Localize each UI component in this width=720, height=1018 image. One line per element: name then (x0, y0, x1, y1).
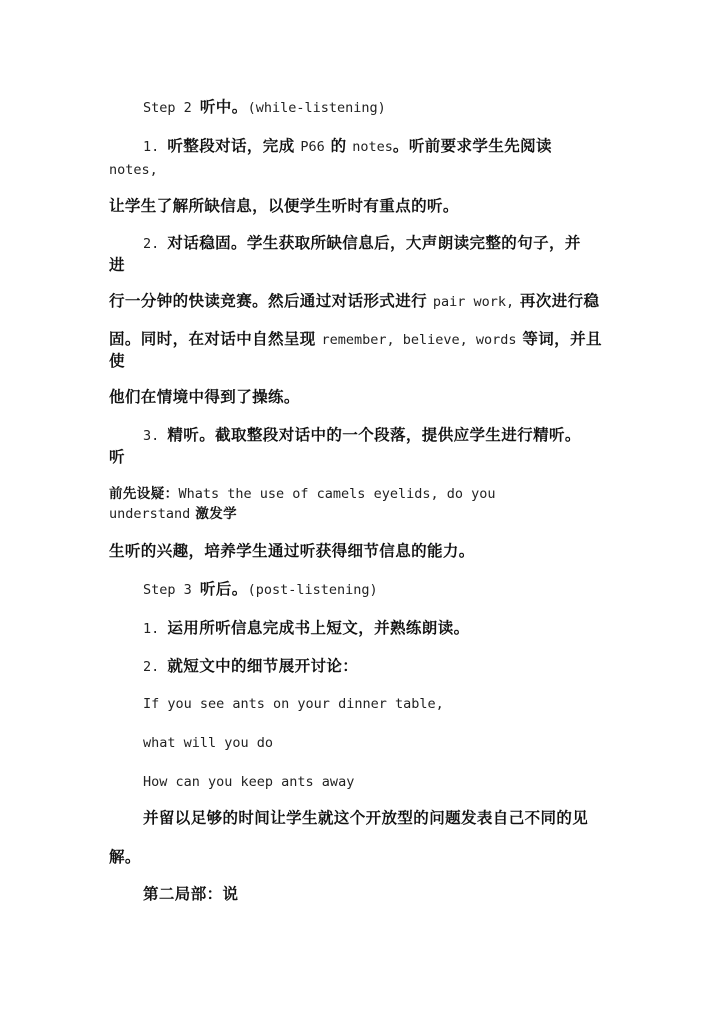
step-3-title: 听后。 (199, 579, 248, 598)
item-2-line-1 (143, 233, 581, 254)
text-run: 并留以足够的时间让学生就这个开放型的问题发表自己不同的见 (143, 808, 589, 827)
text-run: 就短文中的细节展开讨论： (167, 656, 359, 675)
step-2-heading (143, 97, 386, 118)
text-run: 让学生了解所缺信息，以便学生听时有重点的听。 (109, 196, 459, 215)
item-number: 1. (143, 621, 168, 637)
text-run: 听 (109, 447, 125, 466)
text-run: 听整段对话，完成 (167, 136, 301, 155)
text-run: 。听前要求学生先阅读 (392, 136, 552, 155)
text-run: 固。同时，在对话中自然呈现 (109, 329, 322, 348)
item-3-number: 3. (143, 428, 168, 444)
text-run: 等词，并且 (516, 329, 602, 348)
item-2-line-5 (109, 351, 125, 371)
text-run: remember, believe, words (321, 332, 517, 348)
text-run: 第二局部：说 (143, 884, 239, 903)
item-2-line-6 (109, 387, 300, 407)
text-run: How can you keep ants away (143, 774, 355, 790)
step-3-item-1 (143, 618, 470, 639)
text-run: understand (109, 506, 191, 522)
text-run: Whats the use of camels eyelids, do you (178, 486, 496, 502)
discussion-line-1 (143, 808, 588, 828)
item-2-line-2 (109, 255, 125, 275)
text-run: 使 (109, 351, 125, 370)
text-run: 再次进行稳 (514, 291, 600, 310)
text-run: 他们在情境中得到了操练。 (109, 387, 300, 406)
text-run: 激发学 (190, 506, 238, 522)
text-run: 进 (109, 255, 125, 274)
text-run: 前先设疑： (109, 486, 179, 502)
item-2-line-3 (109, 291, 599, 312)
step-3-subtitle: (post-listening) (247, 582, 378, 598)
item-number: 2. (143, 659, 168, 675)
step-2-label: Step 2 (143, 100, 200, 116)
text-run: notes, (109, 162, 158, 178)
step-3-heading (143, 579, 378, 600)
discussion-line-2 (109, 847, 141, 867)
step-2-subtitle: (while-listening) (247, 100, 386, 116)
text-run: 生听的兴趣，培养学生通过听获得细节信息的能力。 (109, 541, 475, 560)
item-1-line-1 (143, 136, 552, 157)
text-run: 解。 (109, 847, 141, 866)
item-1-line-2 (109, 159, 158, 180)
step-2-title: 听中。 (199, 97, 248, 116)
text-run: what will you do (143, 735, 274, 751)
text-run: pair work, (432, 294, 515, 310)
item-2-number: 2. (143, 236, 168, 252)
text-run: 行一分钟的快读竞赛。然后通过对话形式进行 (109, 291, 433, 310)
step-3-label: Step 3 (143, 582, 200, 598)
question-line-1 (143, 693, 444, 714)
item-3-line-4 (109, 503, 237, 524)
question-line-2 (143, 732, 273, 753)
section-2-heading (143, 884, 238, 904)
item-3-line-3 (109, 483, 495, 504)
item-2-line-4 (109, 329, 602, 350)
item-3-line-1 (143, 425, 581, 446)
item-3-line-2 (109, 447, 125, 467)
item-1-line-3 (109, 196, 459, 216)
text-run: 精听。截取整段对话中的一个段落，提供应学生进行精听。 (167, 425, 581, 444)
item-3-line-5 (109, 541, 475, 561)
text-run: P66 (300, 139, 325, 155)
question-line-3 (143, 771, 354, 792)
text-run: 的 (324, 136, 353, 155)
text-run: 运用所听信息完成书上短文，并熟练朗读。 (167, 618, 470, 637)
text-run: If you see ants on your dinner table, (143, 696, 444, 712)
text-run: 对话稳固。学生获取所缺信息后，大声朗读完整的句子，并 (167, 233, 581, 252)
text-run: notes (352, 139, 393, 155)
step-3-item-2 (143, 656, 358, 677)
item-1-number: 1. (143, 139, 168, 155)
